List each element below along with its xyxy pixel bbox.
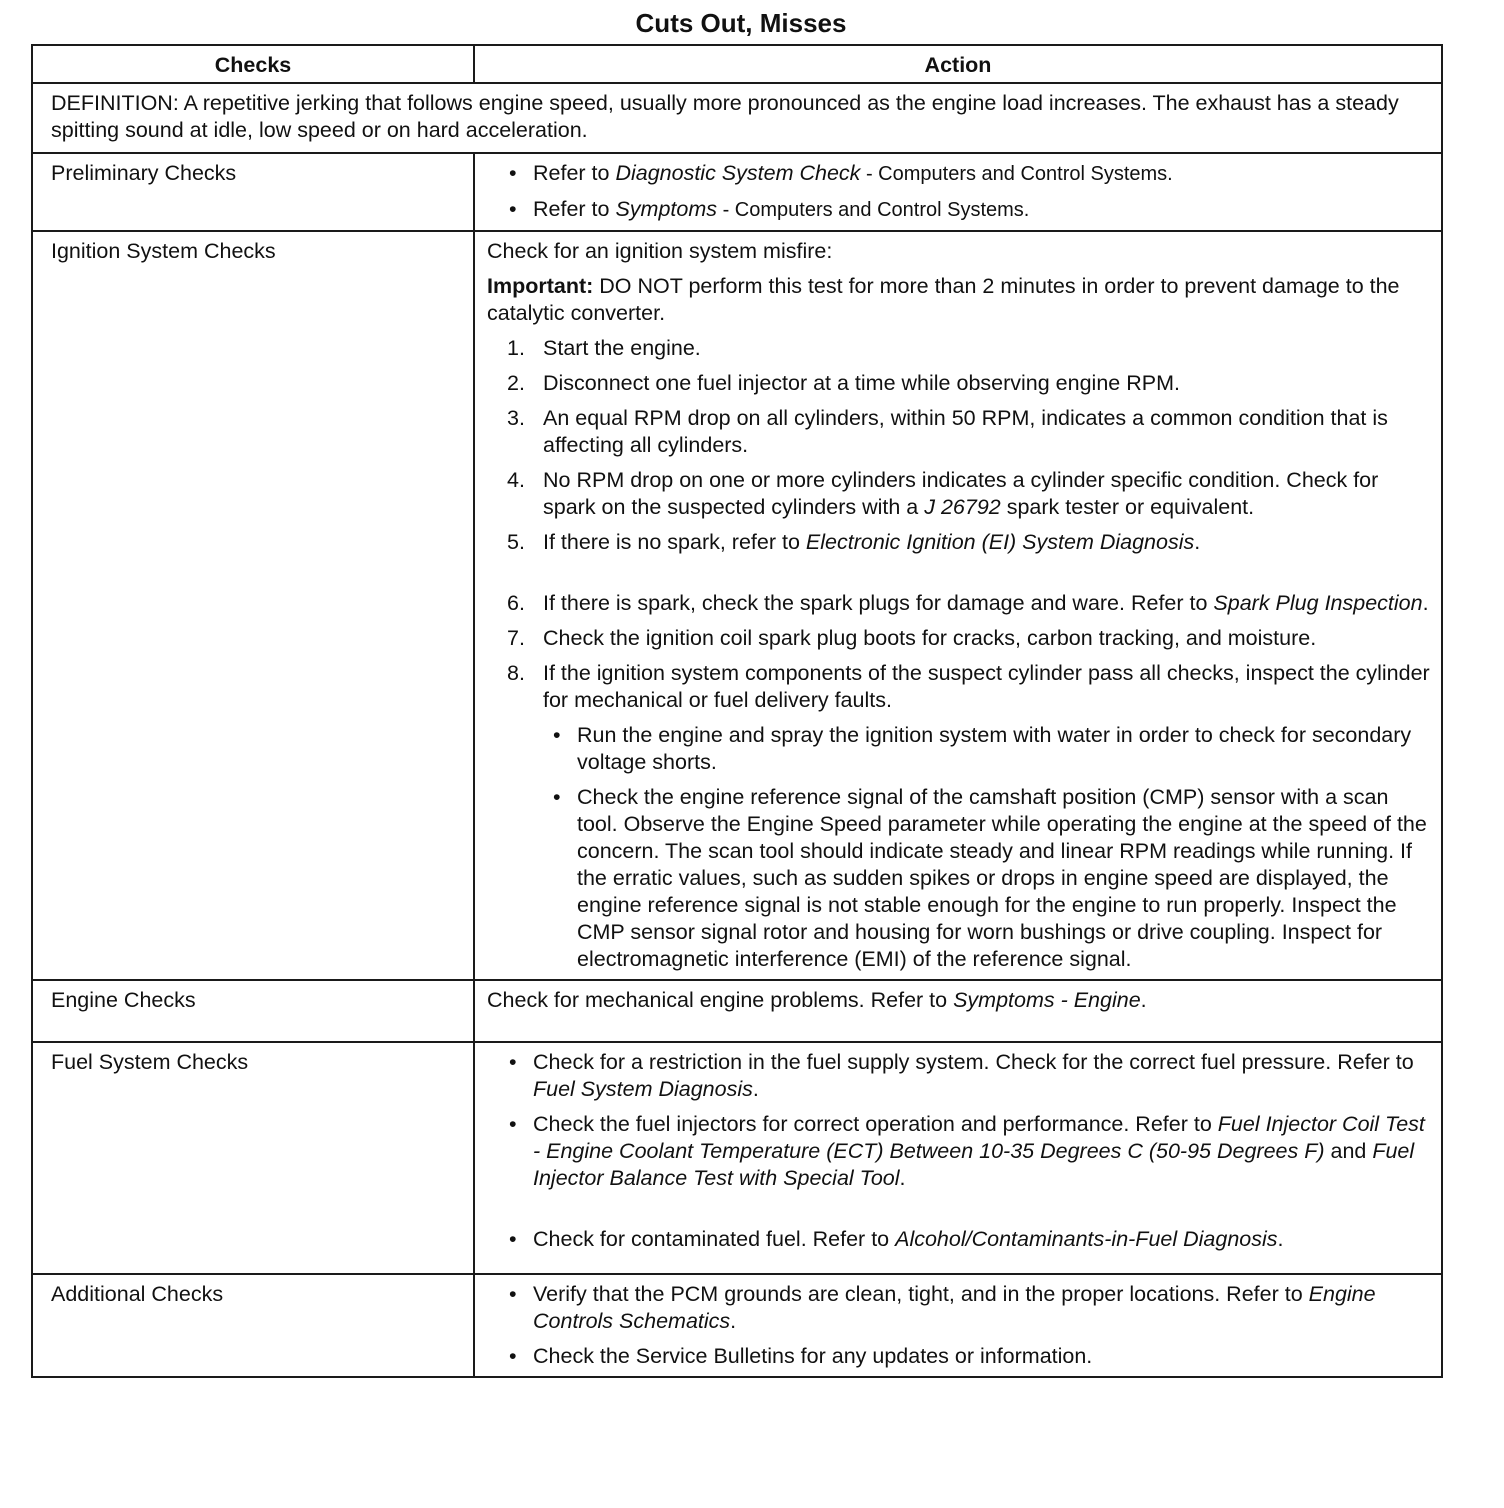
list-item: • Check the engine reference signal of the camshaft position (CMP) sensor with a scan tool. Observe the Engine Speed parameter while operating the engine at the speed of the concern. The scan tool should indicate steady and linear RPM readings while running. If the erratic values, such as sudden spikes or drops in engine speed are displayed, the engine reference signal is not stable enough for the engine to run properly. Inspect the CMP sensor signal rotor and housing for worn bushings or drive coupling. Inspect for electromagnetic interference (EMI) of the reference signal. xyxy=(553,784,1431,973)
header-row xyxy=(32,45,1442,83)
list-item: • Run the engine and spray the ignition system with water in order to check for secondary voltage shorts. xyxy=(553,722,1431,776)
additional-label: Additional Checks xyxy=(32,1274,474,1377)
fuel-label: Fuel System Checks xyxy=(32,1042,474,1274)
list-item: • Refer to Diagnostic System Check - Computers and Control Systems. xyxy=(509,160,1431,188)
ignition-label: Ignition System Checks xyxy=(32,231,474,980)
diagnostic-table xyxy=(31,44,1443,1378)
important-note: Important: DO NOT perform this test for more than 2 minutes in order to prevent damage to the catalytic converter. xyxy=(487,274,1400,325)
step-item: 2. Disconnect one fuel injector at a time while observing engine RPM. xyxy=(507,371,1180,395)
engine-action: Check for mechanical engine problems. Refer to Symptoms - Engine. xyxy=(474,980,1442,1042)
ignition-intro: Check for an ignition system misfire: xyxy=(487,239,833,263)
engine-row xyxy=(32,980,1442,1042)
additional-row xyxy=(32,1274,1442,1377)
list-item: • Check for contaminated fuel. Refer to Alcohol/Contaminants-in-Fuel Diagnosis. xyxy=(509,1226,1431,1253)
preliminary-label: Preliminary Checks xyxy=(32,153,474,231)
preliminary-row xyxy=(32,153,1442,231)
list-item: • Check the fuel injectors for correct operation and performance. Refer to Fuel Injector Coil Test - Engine Coolant Temperature (ECT) Between 10-35 Degrees C (50-95 Degrees F) and Fuel Injector Balance Test with Special Tool. xyxy=(509,1111,1431,1192)
step-item: 3. An equal RPM drop on all cylinders, within 50 RPM, indicates a common condition that is affecting all cylinders. xyxy=(507,406,1388,457)
step-item: 8. If the ignition system components of the suspect cylinder pass all checks, inspect the cylinder for mechanical or fuel delivery faults. • Run the engine and spray the ignition system with water in order to check for secondary voltage shorts. • Check the engine reference signal of the camshaft position (CMP) sensor with a scan tool. Observe the Engine Speed parameter while operating the engine at the speed of the concern. The scan tool should indicate steady and linear RPM readings while running. If the erratic values, such as sudden spikes or drops in engine speed are displayed, the engine reference signal is not stable enough for the engine to run properly. Inspect the CMP sensor signal rotor and housing for worn bushings or drive coupling. Inspect for electromagnetic interference (EMI) of the reference signal. xyxy=(507,660,1431,973)
step-item: 1. Start the engine. xyxy=(507,336,701,360)
fuel-row xyxy=(32,1042,1442,1274)
checks-column-header: Checks xyxy=(32,45,474,83)
action-column-header: Action xyxy=(474,45,1442,83)
engine-label: Engine Checks xyxy=(32,980,474,1042)
step-item: 6. If there is spark, check the spark plugs for damage and ware. Refer to Spark Plug Inspection. xyxy=(507,591,1429,615)
step-8-subitems xyxy=(543,722,1431,973)
step-item: 7. Check the ignition coil spark plug boots for cracks, carbon tracking, and moisture. xyxy=(507,626,1317,650)
list-item: • Refer to Symptoms - Computers and Control Systems. xyxy=(509,196,1431,224)
preliminary-action xyxy=(474,153,1442,231)
page-title: Cuts Out, Misses xyxy=(635,8,847,38)
fuel-action xyxy=(474,1042,1442,1274)
ignition-action xyxy=(474,231,1442,980)
additional-action xyxy=(474,1274,1442,1377)
list-item: • Check for a restriction in the fuel supply system. Check for the correct fuel pressure. Refer to Fuel System Diagnosis. xyxy=(509,1049,1431,1103)
ignition-row xyxy=(32,231,1442,980)
list-item: • Check the Service Bulletins for any updates or information. xyxy=(509,1343,1431,1370)
list-item: • Verify that the PCM grounds are clean, tight, and in the proper locations. Refer to Engine Controls Schematics. xyxy=(509,1281,1431,1335)
ignition-steps xyxy=(487,335,1431,973)
step-item: 4. No RPM drop on one or more cylinders indicates a cylinder specific condition. Check for spark on the suspected cylinders with a J 26792 spark tester or equivalent. xyxy=(507,468,1379,519)
definition-text: DEFINITION: A repetitive jerking that follows engine speed, usually more pronounced as the engine load increases. The exhaust has a steady spitting sound at idle, low speed or on hard acceleration. xyxy=(32,83,1442,153)
definition-row xyxy=(32,83,1442,153)
step-item: 5. If there is no spark, refer to Electronic Ignition (EI) System Diagnosis. xyxy=(507,530,1201,554)
